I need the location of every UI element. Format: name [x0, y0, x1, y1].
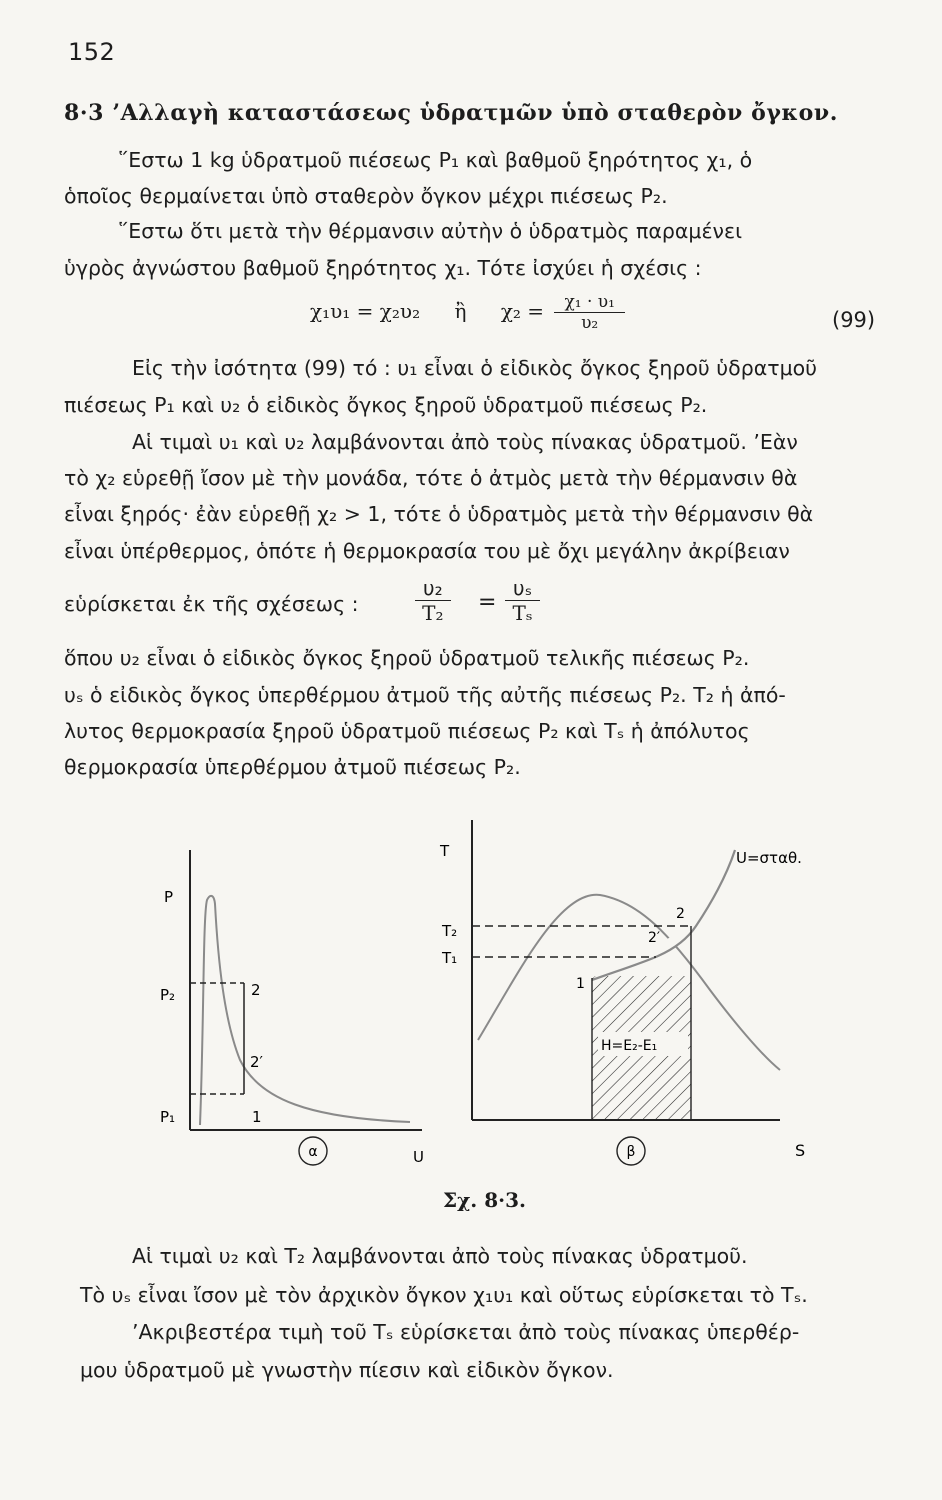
pv-diagram: [160, 850, 424, 1166]
para5-line2: υₛ ὁ εἰδικὸς ὄγκος ὑπερθέρμου ἀτμοῦ τῆς αὐτῆς πιέσεως P₂. T₂ ἡ ἀπό-: [64, 683, 786, 707]
eq99-denominator: υ₂: [581, 313, 599, 333]
para7-line1: ’Ακριβεστέρα τιμὴ τοῦ Tₛ εὑρίσκεται ἀπὸ τοὺς πίνακας ὑπερθέρ-: [132, 1320, 800, 1344]
para6-line1: Αἱ τιμαὶ υ₂ καὶ T₂ λαμβάνονται ἀπὸ τοὺς πίνακας ὑδρατμοῦ.: [132, 1244, 748, 1268]
ts-t1-label: T₁: [442, 949, 458, 967]
pv-saturation-curve: [200, 896, 410, 1125]
eq2-den-left: T₂: [422, 601, 444, 625]
eq99-fraction: [554, 292, 624, 333]
ts-curve-label: U=σταθ.: [736, 849, 802, 867]
ts-constant-volume-curve: [592, 850, 735, 980]
para4-line1: Αἱ τιμαὶ υ₁ καὶ υ₂ λαμβάνονται ἀπὸ τοὺς πίνακας ὑδρατμοῦ. ’Εὰν: [132, 430, 798, 454]
para6-line2: Τὸ υₛ εἶναι ἴσον μὲ τὸν ἀρχικὸν ὄγκον χ₁υ₁ καὶ οὕτως εὑρίσκεται τὸ Tₛ.: [80, 1283, 808, 1307]
para3-line2: πιέσεως P₁ καὶ υ₂ ὁ εἰδικὸς ὄγκος ξηροῦ ὑδρατμοῦ πιέσεως P₂.: [64, 393, 708, 417]
page-number: 152: [68, 38, 116, 66]
pv-p2-label: P₂: [160, 986, 176, 1004]
section-title: 8·3 ’Αλλαγὴ καταστάσεως ὑδρατμῶν ὑπὸ σταθερὸν ὄγκον.: [64, 100, 839, 126]
ts-point2prime-label: 2′: [648, 930, 661, 946]
figure-caption: Σχ. 8·3.: [443, 1188, 526, 1212]
ts-axis-s-label: S: [795, 1141, 806, 1160]
ts-point2-label: 2: [676, 906, 685, 922]
ts-diagram: [439, 820, 805, 1165]
pv-p1-label: P₁: [160, 1108, 176, 1126]
eq2-left-fraction: [415, 576, 451, 625]
pv-point2-label: 2: [251, 981, 261, 999]
para2-line1: ῞Εστω ὅτι μετὰ τὴν θέρμανσιν αὐτὴν ὁ ὑδρατμὸς παραμένει: [118, 219, 743, 243]
ts-area-label: H=E₂-E₁: [601, 1038, 658, 1054]
eq2-num-left: υ₂: [415, 576, 451, 601]
para4-line5: εὑρίσκεται ἐκ τῆς σχέσεως :: [64, 592, 359, 616]
eq2-den-right: Tₛ: [512, 601, 533, 625]
para5-line4: θερμοκρασία ὑπερθέρμου ἀτμοῦ πιέσεως P₂.: [64, 755, 521, 779]
para4-line3: εἶναι ξηρός· ἐὰν εὑρεθῇ χ₂ > 1, τότε ὁ ὑδρατμὸς μετὰ τὴν θέρμανσιν θὰ: [64, 502, 814, 526]
para7-line2: μου ὑδρατμοῦ μὲ γνωστὴν πίεσιν καὶ εἰδικὸν ὄγκον.: [80, 1358, 614, 1382]
para1-line1: ῞Εστω 1 kg ὑδρατμοῦ πιέσεως P₁ καὶ βαθμοῦ ξηρότητος χ₁, ὁ: [118, 148, 753, 172]
pv-tag: α: [308, 1144, 318, 1160]
eq99-or: ἢ: [454, 299, 467, 323]
equation-number: (99): [832, 308, 876, 332]
para5-line3: λυτος θερμοκρασία ξηροῦ ὑδρατμοῦ πιέσεως P₂ καὶ Tₛ ἡ ἀπόλυτος: [64, 719, 750, 743]
pv-axis-u-label: U: [413, 1148, 424, 1166]
para5-line1: ὅπου υ₂ εἶναι ὁ εἰδικὸς ὄγκος ξηροῦ ὑδρατμοῦ τελικῆς πιέσεως P₂.: [64, 646, 750, 670]
ts-axis-t-label: T: [440, 842, 450, 860]
eq2-equals: =: [478, 590, 497, 615]
ts-tag: β: [626, 1144, 636, 1160]
ts-t2-label: T₂: [442, 922, 458, 940]
para2-line2: ὑγρὸς ἀγνώστου βαθμοῦ ξηρότητος χ₁. Τότε ἰσχύει ἡ σχέσις :: [64, 256, 702, 280]
figure-8-3: [140, 820, 860, 1180]
eq99-lhs: χ₁υ₁ = χ₂υ₂: [310, 299, 421, 323]
pv-point1-label: 1: [252, 1108, 262, 1126]
para4-line2: τὸ χ₂ εὑρεθῇ ἴσον μὲ τὴν μονάδα, τότε ὁ ἀτμὸς μετὰ τὴν θέρμανσιν θὰ: [64, 466, 798, 490]
para4-line4: εἶναι ὑπέρθερμος, ὁπότε ἡ θερμοκρασία του μὲ ὄχι μεγάλην ἀκρίβειαν: [64, 539, 790, 563]
para3-line1: Εἰς τὴν ἰσότητα (99) τό : υ₁ εἶναι ὁ εἰδικὸς ὄγκος ξηροῦ ὑδρατμοῦ: [132, 356, 818, 380]
eq2-num-right: υₛ: [505, 576, 540, 601]
ts-point1-label: 1: [576, 976, 585, 992]
eq99-x2: χ₂ =: [500, 299, 545, 323]
para1-line2: ὁποῖος θερμαίνεται ὑπὸ σταθερὸν ὄγκον μέχρι πιέσεως P₂.: [64, 184, 668, 208]
equation-99: [310, 292, 625, 333]
pv-point2prime-label: 2′: [250, 1053, 263, 1071]
eq2-right-fraction: [505, 576, 540, 625]
eq99-numerator: χ₁ · υ₁: [554, 292, 624, 313]
pv-axis-p-label: P: [164, 888, 174, 906]
